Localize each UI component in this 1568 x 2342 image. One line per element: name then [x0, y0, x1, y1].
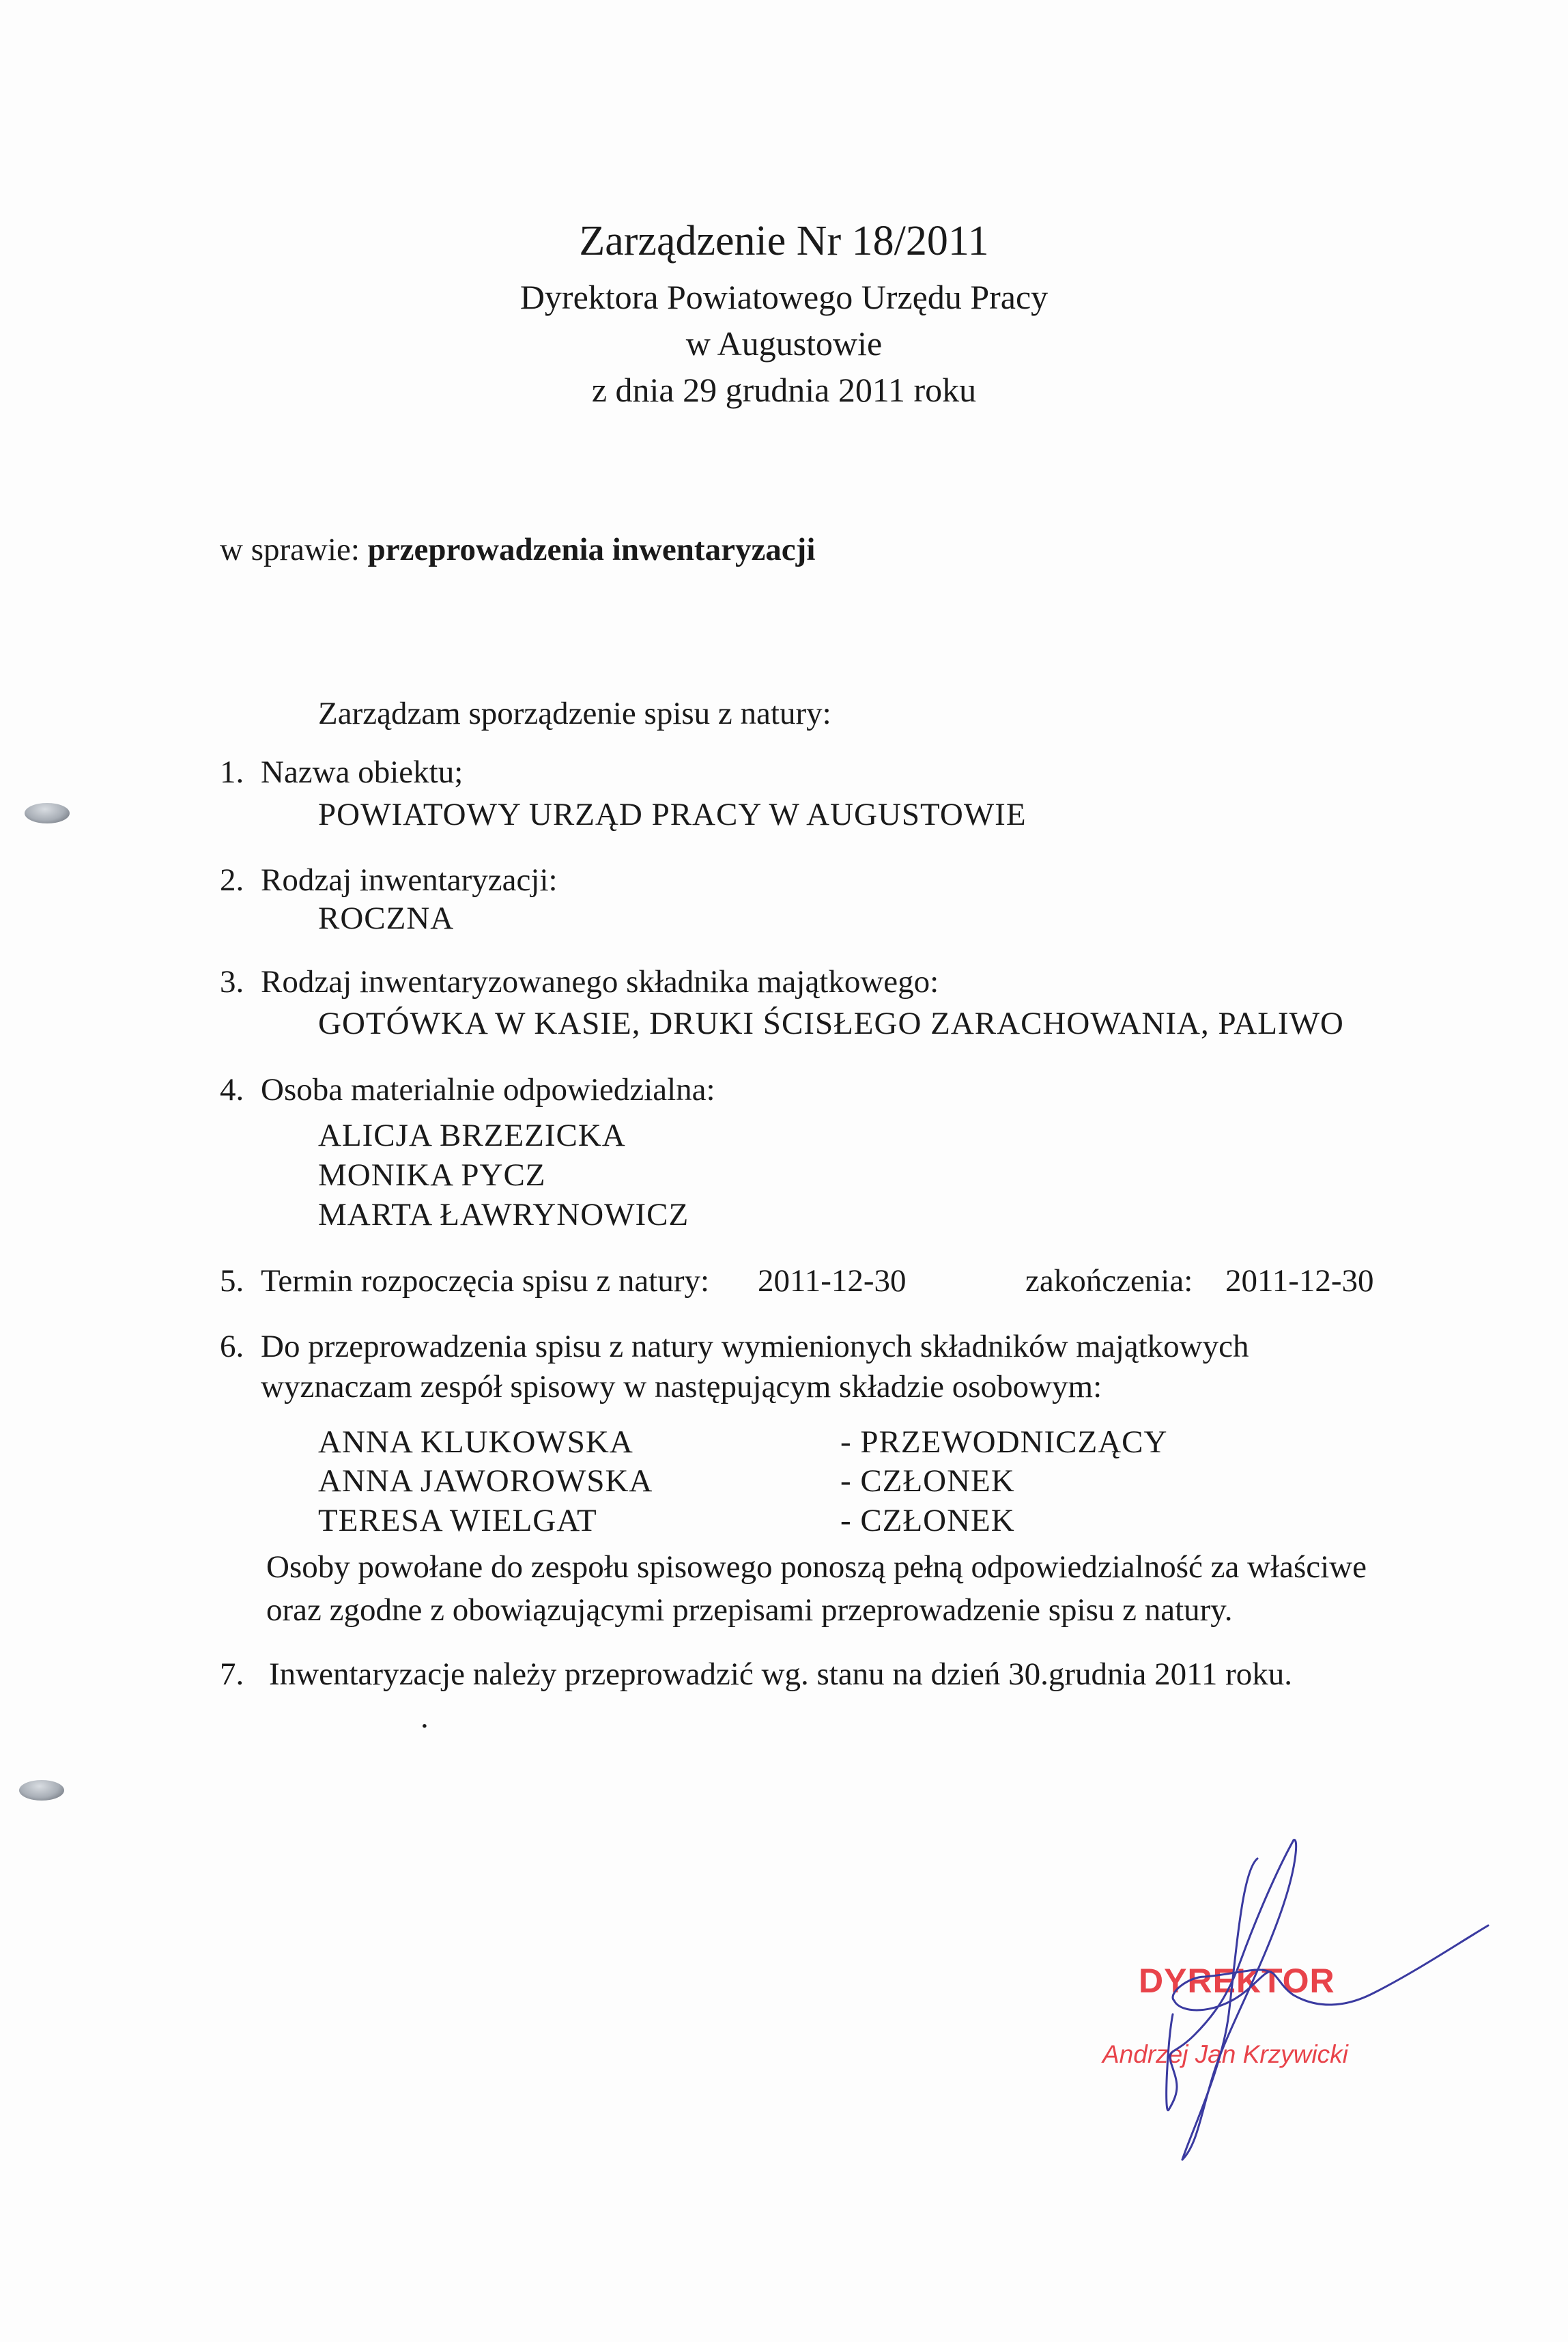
- document-date: z dnia 29 grudnia 2011 roku: [591, 371, 977, 409]
- signature-stroke: [1173, 1925, 1488, 2005]
- item-1-value: POWIATOWY URZĄD PRACY W AUGUSTOWIE: [318, 797, 1027, 832]
- item-5-number: 5.: [220, 1263, 244, 1299]
- item-7-number: 7.: [220, 1656, 244, 1692]
- stamp-title: DYREKTOR: [1139, 1962, 1335, 2000]
- issuer-line-2: w Augustowie: [685, 324, 883, 363]
- end-label: zakończenia:: [1025, 1263, 1193, 1299]
- item-3-label: Rodzaj inwentaryzowanego składnika majątkowego:: [261, 964, 939, 1000]
- item-1-label: Nazwa obiektu;: [261, 754, 464, 790]
- signature-stroke: [1174, 1972, 1271, 2010]
- subject-value: przeprowadzenia inwentaryzacji: [367, 532, 816, 567]
- responsible-person: ALICJA BRZEZICKA: [318, 1118, 626, 1153]
- item-2-label: Rodzaj inwentaryzacji:: [261, 862, 558, 898]
- stray-dot: .: [420, 1699, 429, 1735]
- team-member-name: ANNA JAWOROWSKA: [318, 1463, 653, 1499]
- team-member-name: TERESA WIELGAT: [318, 1503, 597, 1538]
- item-4-label: Osoba materialnie odpowiedzialna:: [261, 1072, 715, 1107]
- start-date: 2011-12-30: [758, 1263, 907, 1299]
- team-member-name: ANNA KLUKOWSKA: [318, 1424, 633, 1460]
- intro-text: Zarządzam sporządzenie spisu z natury:: [318, 696, 831, 731]
- item-2-value: ROCZNA: [318, 901, 455, 936]
- item-5-label: Termin rozpoczęcia spisu z natury:: [261, 1263, 710, 1299]
- subject-line: [220, 534, 815, 566]
- team-member-role: - CZŁONEK: [840, 1463, 1015, 1499]
- team-note-line-2: oraz zgodne z obowiązującymi przepisami przeprowadzenie spisu z natury.: [266, 1592, 1233, 1628]
- signature-stroke: [1182, 1840, 1296, 2160]
- document-title: Zarządzenie Nr 18/2011: [579, 218, 989, 264]
- item-3-value: GOTÓWKA W KASIE, DRUKI ŚCISŁEGO ZARACHOWANIA, PALIWO: [318, 1006, 1344, 1041]
- issuer-line-1: Dyrektora Powiatowego Urzędu Pracy: [519, 278, 1049, 316]
- item-3-number: 3.: [220, 964, 244, 1000]
- team-member-role: - CZŁONEK: [840, 1503, 1015, 1538]
- item-4-number: 4.: [220, 1072, 244, 1107]
- punch-hole-bottom: [19, 1780, 64, 1801]
- item-6-label-line-2: wyznaczam zespół spisowy w następującym składzie osobowym:: [261, 1369, 1102, 1405]
- item-1-number: 1.: [220, 754, 244, 790]
- team-member-role: - PRZEWODNICZĄCY: [840, 1424, 1168, 1460]
- item-2-number: 2.: [220, 862, 244, 898]
- punch-hole-top: [25, 803, 70, 823]
- handwritten-signature: [1058, 1809, 1502, 2192]
- item-7-label: Inwentaryzacje należy przeprowadzić wg. stanu na dzień 30.grudnia 2011 roku.: [269, 1656, 1293, 1692]
- item-6-label-line-1: Do przeprowadzenia spisu z natury wymienionych składników majątkowych: [261, 1329, 1249, 1364]
- item-6-number: 6.: [220, 1329, 244, 1364]
- responsible-person: MONIKA PYCZ: [318, 1157, 546, 1193]
- end-date: 2011-12-30: [1225, 1263, 1374, 1299]
- team-note-line-1: Osoby powołane do zespołu spisowego ponoszą pełną odpowiedzialność za właściwe: [266, 1549, 1367, 1585]
- responsible-person: MARTA ŁAWRYNOWICZ: [318, 1197, 689, 1232]
- stamp-name: Andrzej Jan Krzywicki: [1102, 2040, 1348, 2068]
- subject-label: w sprawie:: [220, 532, 360, 567]
